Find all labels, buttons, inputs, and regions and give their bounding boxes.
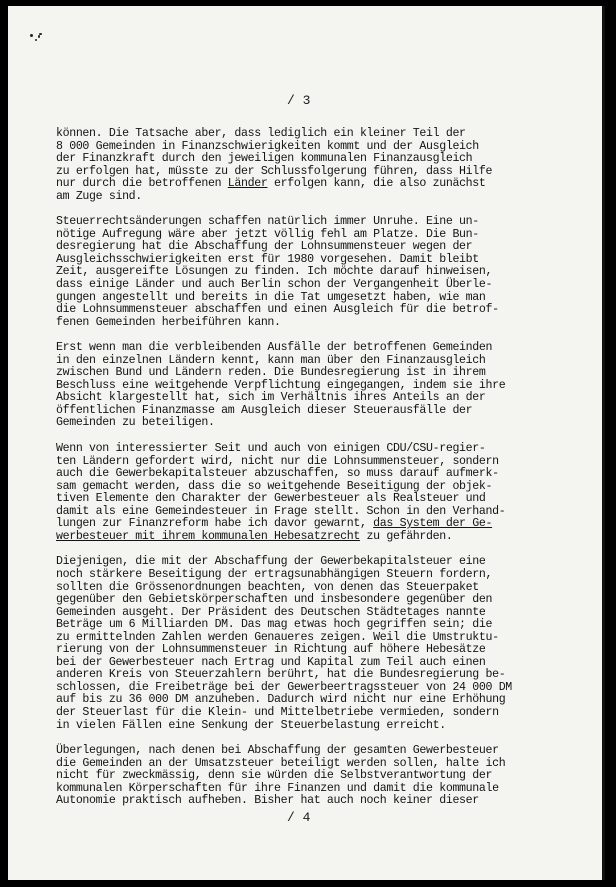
- paragraph: [56, 128, 576, 203]
- text-line: Diejenigen, die mit der Abschaffung der Gewerbekapitalsteuer eine: [56, 555, 486, 569]
- page-number-header: / 3: [287, 93, 311, 108]
- text-line: in den einzelnen Ländern kennt, kann man über den Finanzausgleich: [56, 353, 486, 367]
- text-line: sollten die Grössenordnungen beachten, von denen das Steuerpaket: [56, 580, 479, 594]
- text-line: sam gemacht werden, dass die so weitgehende Beseitigung der objek-: [56, 479, 493, 493]
- text-line: Absicht klargestellt hat, sich im Verhältnis ihres Anteils an der: [56, 391, 486, 405]
- text-line: gungen angestellt und bereits in die Tat umgesetzt haben, wie man: [56, 290, 486, 304]
- text-line: die Gemeinden an der Umsatzsteuer beteiligt werden sollen, halte ich: [56, 756, 506, 770]
- text-line: auf bis zu 36 000 DM anzuheben. Dadurch wird nicht nur eine Erhöhung: [56, 693, 506, 707]
- scan-speck: [39, 33, 42, 35]
- text-line: dass einige Länder und auch Berlin schon der Vergangenheit Überle-: [56, 278, 493, 292]
- text-line: nicht für zweckmässig, denn sie würden die Selbstverantwortung der: [56, 769, 493, 783]
- text-line: anderen Kreis von Steuerzahlern berührt, hat die Bundesregierung be-: [56, 668, 506, 682]
- text-line-underlined-hebesatzrecht: werbesteuer mit ihrem kommunalen Hebesatzrecht zu gefährden.: [56, 529, 453, 543]
- text-line: schlossen, die Freibeträge bei der Gewerbeertragssteuer von 24 000 DM: [56, 680, 512, 694]
- text-line: können. Die Tatsache aber, dass lediglich ein kleiner Teil der: [56, 127, 466, 140]
- text-line: bei der Gewerbesteuer nach Ertrag und Kapital zum Teil auch einen: [56, 655, 486, 669]
- paragraph: [56, 443, 576, 543]
- text-line: ten Ländern gefordert wird, nicht nur die Lohnsummensteuer, sondern: [56, 454, 499, 468]
- text-line: zwischen Bund und Ländern reden. Die Bundesregierung ist in ihrem: [56, 366, 486, 380]
- text-line: Autonomie praktisch aufheben. Bisher hat auch noch keiner dieser: [56, 794, 479, 808]
- text-line: Gemeinden zu beteiligen.: [56, 416, 215, 430]
- text-line: noch stärkere Beseitigung der ertragsunabhängigen Steuern fordern,: [56, 567, 493, 581]
- letter-body: [56, 128, 576, 821]
- text-line: öffentlichen Finanzmasse am Ausgleich dieser Steuerausfälle der: [56, 403, 473, 417]
- scan-speck: [35, 39, 37, 41]
- text-line: zu ermittelnden Zahlen werden Genaueres zeigen. Weil die Umstruktu-: [56, 630, 499, 644]
- text-line-underlined-laender: nur durch die betroffenen Länder erfolgen kann, die also zunächst: [56, 177, 486, 191]
- text-line: Erst wenn man die verbleibenden Ausfälle der betroffenen Gemeinden: [56, 341, 493, 355]
- text-line: Überlegungen, nach denen bei Abschaffung der gesamten Gewerbesteuer: [56, 744, 499, 758]
- text-line-underlined-system: lungen zur Finanzreform habe ich davor gewarnt, das System der Ge-: [56, 517, 493, 531]
- text-line: in vielen Fällen eine Senkung der Steuerbelastung erreicht.: [56, 718, 446, 732]
- text-line: 8 000 Gemeinden in Finanzschwierigkeiten kommt und der Ausgleich: [56, 139, 479, 153]
- text-line: tiven Elemente den Charakter der Gewerbesteuer als Realsteuer und: [56, 492, 486, 506]
- text-line: nötige Aufregung wäre aber jetzt völlig fehl am Platze. Die Bun-: [56, 227, 479, 241]
- text-line: zu erfolgen hat, müsste zu der Schlussfolgerung führen, dass Hilfe: [56, 164, 493, 178]
- text-line: Gemeinden ausgeht. Der Präsident des Deutschen Städtetages nannte: [56, 605, 486, 619]
- text-line: rierung von der Lohnsummensteuer in Richtung auf höhere Hebesätze: [56, 643, 486, 657]
- text-line: Wenn von interessierter Seit und auch von einigen CDU/CSU-regier-: [56, 442, 486, 456]
- text-line: auch die Gewerbekapitalsteuer abzuschaffen, so muss darauf aufmerk-: [56, 467, 499, 481]
- text-line: damit als eine Gemeindesteuer in Frage stellt. Schon in den Verhand-: [56, 504, 506, 518]
- text-line: Beträge um 6 Milliarden DM. Das mag etwas hoch gegriffen sein; die: [56, 618, 493, 632]
- text-line: desregierung hat die Abschaffung der Lohnsummensteuer wegen der: [56, 240, 473, 254]
- text-line: kommunalen Körperschaften für ihre Finanzen und damit die kommunale: [56, 781, 499, 795]
- text-line: der Finanzkraft durch den jeweiligen kommunalen Finanzausgleich: [56, 152, 473, 166]
- text-line: die Lohnsummensteuer abschaffen und einen Ausgleich für die betrof-: [56, 303, 499, 317]
- text-line: gegenüber den Gebietskörperschaften und insbesondere gegenüber den: [56, 593, 493, 607]
- text-line: am Zuge sind.: [56, 189, 142, 203]
- scan-speck: [603, 69, 605, 71]
- scan-speck: [38, 35, 40, 38]
- paragraph: [56, 556, 576, 732]
- text-line: Steuerrechtsänderungen schaffen natürlich immer Unruhe. Eine un-: [56, 215, 479, 229]
- text-line: Zeit, ausgereifte Lösungen zu finden. Ich möchte darauf hinweisen,: [56, 265, 493, 279]
- paragraph: [56, 745, 576, 808]
- paragraph: [56, 216, 576, 329]
- text-line: Beschluss eine weitgehende Verpflichtung eingegangen, indem sie ihre: [56, 378, 506, 392]
- paragraph: [56, 342, 576, 430]
- page-number-footer: / 4: [287, 810, 311, 825]
- scan-speck: [30, 34, 33, 37]
- text-line: Ausgleichsschwierigkeiten erst für 1980 vorgesehen. Damit bleibt: [56, 252, 479, 266]
- text-line: der Steuerlast für die Klein- und Mittelbetriebe vermieden, sondern: [56, 705, 499, 719]
- text-line: fenen Gemeinden herbeiführen kann.: [56, 315, 281, 329]
